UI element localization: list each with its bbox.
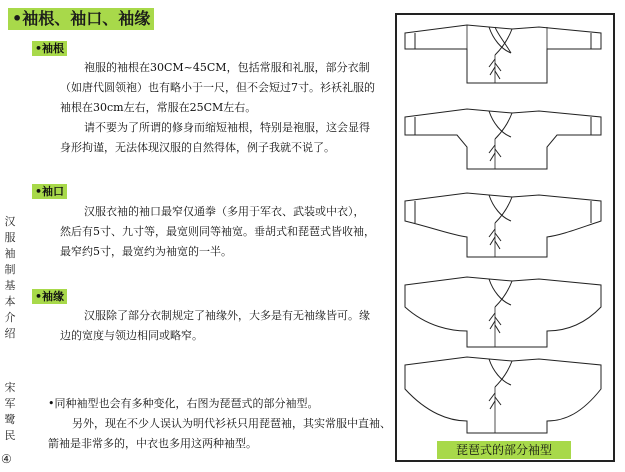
figure-caption: 琵琶式的部分袖型 <box>437 441 571 459</box>
paragraph: 汉服衣袖的袖口最窄仅通拳（多用于军衣、武装或中衣），然后有5寸、九寸等，最宽则同等袖宽。垂胡式和琵琶式皆收袖，最窄约5寸，最宽约为袖宽的一半。 <box>60 205 375 258</box>
side-title: 汉服袖制基本介绍 <box>4 215 16 340</box>
garment-3 <box>405 193 601 257</box>
paragraph: 汉服除了部分衣制规定了袖缘外，大多是有无袖缘皆可。缘边的宽度与领边相同或略窄。 <box>60 309 370 342</box>
section-body-xiuyuan <box>60 306 375 346</box>
garment-2 <box>405 109 601 169</box>
sleeve-figure <box>397 15 613 435</box>
section-heading-xiugen: •袖根 <box>32 40 67 56</box>
note-body: 另外，现在不少人误认为明代衫袄只用琵琶袖，其实常服中直袖、箭袖是非常多的，中衣也多用这两种袖型。 <box>48 417 391 450</box>
garment-5 <box>405 357 601 433</box>
note-lead: •同种袖型也会有多种变化，右图为琵琶式的部分袖型。 <box>48 397 319 410</box>
garment-1 <box>405 25 601 83</box>
section-body-xiugen <box>60 58 375 158</box>
paragraph: 请不要为了所谓的修身而缩短袖根，特别是袍服，这会显得身形拘谨，无法体现汉服的自然得体，例子我就不说了。 <box>60 121 370 154</box>
sleeve-figure-panel <box>395 13 615 462</box>
page-title: •袖根、袖口、袖缘 <box>8 6 154 29</box>
paragraph: 袍服的袖根在30CM~45CM，包括常服和礼服，部分衣制（如唐代圆领袍）也有略小于一尺，但不会短过7寸。衫袄礼服的袖根在30cm左右，常服在25CM左右。 <box>60 61 375 114</box>
note-text <box>48 394 393 454</box>
garment-4 <box>405 277 601 347</box>
section-heading-xiuyuan: •袖缘 <box>32 288 67 304</box>
section-heading-xiukou: •袖口 <box>32 183 67 199</box>
page-number: ④ <box>1 452 12 466</box>
author-label: 宋军鹭民 <box>4 381 16 442</box>
section-body-xiukou <box>60 202 375 262</box>
